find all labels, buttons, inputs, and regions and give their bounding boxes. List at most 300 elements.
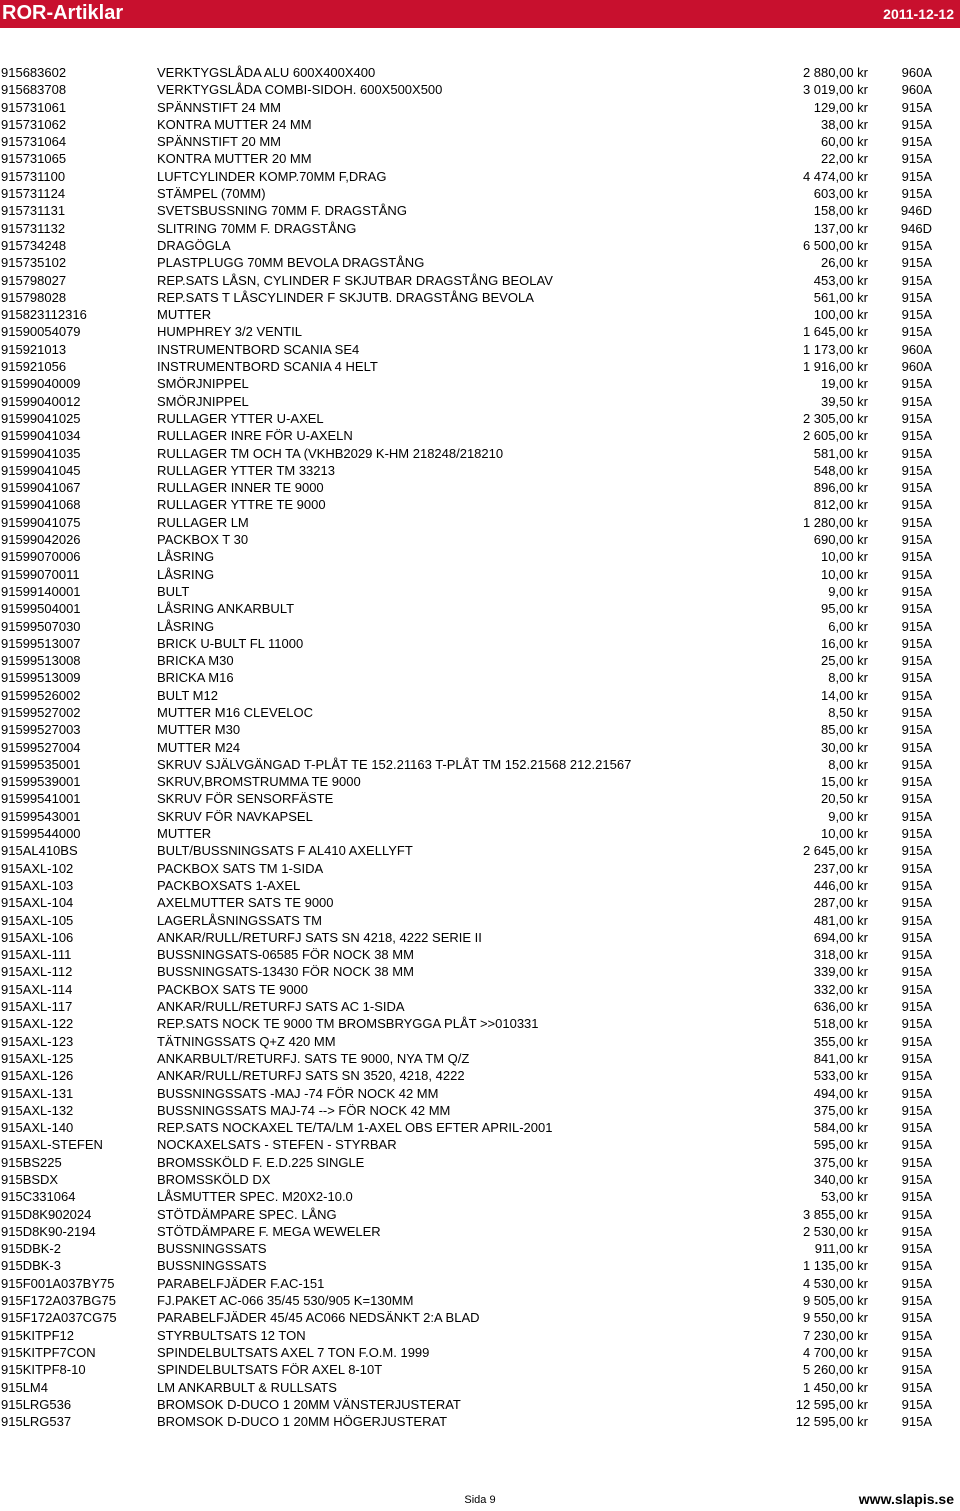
- article-description: SLITRING 70MM F. DRAGSTÅNG: [157, 220, 357, 236]
- article-group: 915A: [901, 670, 932, 686]
- article-code: 915BS225: [1, 1154, 62, 1170]
- article-group: 915A: [901, 1120, 932, 1136]
- article-group: 915A: [901, 445, 932, 461]
- article-group: 960A: [901, 65, 932, 80]
- article-code: 91599507030: [1, 618, 81, 634]
- article-description: SPINDELBULTSATS FÖR AXEL 8-10T: [157, 1362, 383, 1378]
- table-row: [0, 652, 960, 669]
- article-group: 915A: [901, 376, 932, 392]
- article-code: 91599040012: [1, 393, 81, 409]
- article-description: PACKBOXSATS 1-AXEL: [157, 877, 301, 893]
- article-price: 22,00 kr: [821, 151, 868, 167]
- article-description: SKRUV FÖR NAVKAPSEL: [157, 808, 313, 824]
- article-price: 494,00 kr: [813, 1085, 868, 1101]
- article-code: 915D8K90-2194: [1, 1223, 96, 1239]
- table-row: [0, 289, 960, 306]
- article-description: REP.SATS NOCKAXEL TE/TA/LM 1-AXEL OBS EFTER APRIL-2001: [157, 1120, 553, 1136]
- article-description: HUMPHREY 3/2 VENTIL: [157, 324, 302, 340]
- article-description: BRICKA M30: [157, 653, 234, 669]
- table-row: [0, 1292, 960, 1309]
- table-row: [0, 600, 960, 617]
- table-row: [0, 1119, 960, 1136]
- article-code: 915823112316: [1, 307, 87, 323]
- table-row: [0, 1361, 960, 1378]
- article-price: 2 645,00 kr: [802, 843, 868, 859]
- article-price: 332,00 kr: [813, 981, 868, 997]
- article-description: RULLAGER INRE FÖR U-AXELN: [157, 428, 353, 444]
- article-code: 915D8K902024: [1, 1206, 92, 1222]
- article-group: 915A: [901, 1137, 932, 1153]
- article-code: 915731062: [1, 116, 67, 132]
- article-group: 915A: [901, 895, 932, 911]
- article-description: LÅSRING: [157, 549, 215, 565]
- article-group: 915A: [901, 237, 932, 253]
- article-code: 915F172A037CG75: [1, 1310, 117, 1326]
- table-row: [0, 1309, 960, 1326]
- article-price: 38,00 kr: [821, 116, 868, 132]
- article-group: 915A: [901, 1362, 932, 1378]
- article-code: 915798027: [1, 272, 67, 288]
- article-description: SKRUV SJÄLVGÄNGAD T-PLÅT TE 152.21163 T-PLÅT TM 152.21568 212.21567: [157, 756, 632, 772]
- article-code: 91599041067: [1, 480, 81, 496]
- table-row: [0, 963, 960, 980]
- article-group: 915A: [901, 808, 932, 824]
- article-price: 1 450,00 kr: [802, 1379, 868, 1395]
- article-group: 915A: [901, 722, 932, 738]
- article-group: 915A: [901, 1396, 932, 1412]
- article-code: 91599070011: [1, 566, 80, 582]
- article-group: 915A: [901, 756, 932, 772]
- page-number: Sida 9: [464, 1494, 496, 1506]
- article-group: 915A: [901, 151, 932, 167]
- article-group: 915A: [901, 1033, 932, 1049]
- article-group: 915A: [901, 1223, 932, 1239]
- article-code: 915AL410BS: [1, 843, 78, 859]
- article-price: 10,00 kr: [821, 566, 868, 582]
- article-code: 91599041075: [1, 514, 81, 530]
- article-price: 9,00 kr: [828, 583, 868, 599]
- article-group: 915A: [901, 1189, 932, 1205]
- table-row: [0, 912, 960, 929]
- article-code: 91599504001: [1, 601, 81, 617]
- table-row: [0, 946, 960, 963]
- article-group: 915A: [901, 1016, 932, 1032]
- article-group: 915A: [901, 826, 932, 842]
- article-price: 481,00 kr: [813, 912, 868, 928]
- article-description: PACKBOX T 30: [157, 532, 249, 548]
- table-row: [0, 721, 960, 738]
- table-row: [0, 358, 960, 375]
- article-group: 915A: [901, 255, 932, 271]
- table-row: [0, 393, 960, 410]
- table-row: [0, 842, 960, 859]
- table-row: [0, 116, 960, 133]
- article-group: 915A: [901, 1327, 932, 1343]
- article-group: 946D: [900, 203, 932, 219]
- article-code: 91599527004: [1, 739, 81, 755]
- table-row: [0, 669, 960, 686]
- article-group: 915A: [901, 1414, 932, 1430]
- table-row: [0, 427, 960, 444]
- article-price: 595,00 kr: [813, 1137, 868, 1153]
- article-price: 4 530,00 kr: [802, 1275, 868, 1291]
- table-row: [0, 1067, 960, 1084]
- table-row: [0, 548, 960, 565]
- article-price: 1 173,00 kr: [802, 341, 868, 357]
- article-code: 915921056: [1, 359, 67, 375]
- table-row: [0, 998, 960, 1015]
- article-code: 91599513009: [1, 670, 81, 686]
- article-description: PARABELFJÄDER 45/45 AC066 NEDSÄNKT 2:A BLAD: [157, 1310, 480, 1326]
- article-code: 91599042026: [1, 532, 81, 548]
- article-code: 915AXL-STEFEN: [1, 1137, 103, 1153]
- article-code: 915731061: [1, 99, 67, 115]
- article-price: 339,00 kr: [813, 964, 868, 980]
- article-code: 91599544000: [1, 826, 81, 842]
- article-description: BUSSNINGSSATS: [157, 1258, 267, 1274]
- article-group: 915A: [901, 428, 932, 444]
- article-code: 915AXL-106: [1, 929, 74, 945]
- article-price: 9,00 kr: [828, 808, 868, 824]
- article-group: 915A: [901, 307, 932, 323]
- table-row: [0, 185, 960, 202]
- article-description: LÅSRING ANKARBULT: [157, 601, 295, 617]
- article-description: BULT: [157, 583, 190, 599]
- article-group: 915A: [901, 583, 932, 599]
- article-description: BROMSSKÖLD DX: [157, 1172, 271, 1187]
- article-description: BUSSNINGSSATS -MAJ -74 FÖR NOCK 42 MM: [157, 1085, 439, 1101]
- article-group: 915A: [901, 186, 932, 202]
- article-description: RULLAGER TM OCH TA (VKHB2029 K-HM 218248/218210: [157, 445, 504, 461]
- article-code: 915DBK-3: [1, 1258, 61, 1274]
- article-price: 548,00 kr: [813, 462, 868, 478]
- article-description: FJ.PAKET AC-066 35/45 530/905 K=130MM: [157, 1293, 414, 1309]
- article-description: REP.SATS T LÅSCYLINDER F SKJUTB. DRAGSTÅNG BEVOLA: [157, 289, 534, 305]
- article-description: BUSSNINGSSATS MAJ-74 --> FÖR NOCK 42 MM: [157, 1102, 451, 1118]
- article-price: 287,00 kr: [813, 895, 868, 911]
- table-row: [0, 739, 960, 756]
- article-price: 375,00 kr: [813, 1154, 868, 1170]
- article-group: 915A: [901, 1206, 932, 1222]
- article-code: 91599513008: [1, 653, 81, 669]
- article-code: 91599513007: [1, 635, 81, 651]
- article-code: 915AXL-114: [1, 981, 73, 997]
- table-row: [0, 1275, 960, 1292]
- article-group: 915A: [901, 462, 932, 478]
- article-group: 915A: [901, 947, 932, 963]
- article-price: 10,00 kr: [821, 826, 868, 842]
- article-group: 915A: [901, 514, 932, 530]
- article-code: 915AXL-122: [1, 1016, 74, 1032]
- article-code: 91599527002: [1, 704, 81, 720]
- article-description: PACKBOX SATS TM 1-SIDA: [157, 860, 324, 876]
- article-description: MUTTER M30: [157, 722, 241, 738]
- table-row: [0, 81, 960, 98]
- article-description: LÅSMUTTER SPEC. M20X2-10.0: [157, 1189, 353, 1205]
- article-description: SKRUV,BROMSTRUMMA TE 9000: [157, 774, 361, 790]
- article-group: 915A: [901, 497, 932, 513]
- article-code: 915LRG536: [1, 1396, 72, 1412]
- article-code: 915AXL-104: [1, 895, 74, 911]
- article-description: MUTTER: [157, 307, 212, 323]
- article-code: 915AXL-125: [1, 1050, 74, 1066]
- article-price: 6 500,00 kr: [802, 237, 868, 253]
- article-group: 915A: [901, 687, 932, 703]
- article-description: LÅSRING: [157, 566, 215, 582]
- article-table: [0, 64, 960, 1430]
- article-description: BUSSNINGSATS-06585 FÖR NOCK 38 MM: [157, 947, 414, 963]
- page-header: [0, 0, 960, 28]
- article-code: 91599070006: [1, 549, 81, 565]
- article-group: 915A: [901, 618, 932, 634]
- article-code: 915731124: [1, 186, 66, 202]
- article-description: BROMSOK D-DUCO 1 20MM HÖGERJUSTERAT: [157, 1414, 448, 1430]
- table-row: [0, 808, 960, 825]
- article-code: 915731065: [1, 151, 67, 167]
- article-code: 91599041034: [1, 428, 81, 444]
- article-group: 915A: [901, 1344, 932, 1360]
- table-row: [0, 1257, 960, 1274]
- article-code: 91599140001: [1, 583, 81, 599]
- table-row: [0, 445, 960, 462]
- table-row: [0, 341, 960, 358]
- article-description: LUFTCYLINDER KOMP.70MM F,DRAG: [157, 168, 387, 184]
- table-row: [0, 150, 960, 167]
- article-price: 26,00 kr: [821, 255, 868, 271]
- article-group: 915A: [901, 601, 932, 617]
- article-code: 915731131: [1, 203, 66, 219]
- article-description: SMÖRJNIPPEL: [157, 393, 249, 409]
- article-code: 915AXL-111: [1, 947, 72, 963]
- article-description: REP.SATS LÅSN, CYLINDER F SKJUTBAR DRAGSTÅNG BEOLAV: [157, 272, 553, 288]
- article-group: 915A: [901, 1258, 932, 1274]
- article-price: 15,00 kr: [821, 774, 868, 790]
- article-code: 915AXL-131: [1, 1085, 74, 1101]
- article-price: 896,00 kr: [813, 480, 868, 496]
- article-code: 91599526002: [1, 687, 81, 703]
- article-code: 91599041045: [1, 462, 81, 478]
- article-group: 915A: [901, 981, 932, 997]
- article-description: ANKAR/RULL/RETURFJ SATS SN 3520, 4218, 4222: [157, 1068, 465, 1084]
- article-group: 915A: [901, 1154, 932, 1170]
- article-price: 30,00 kr: [821, 739, 868, 755]
- table-row: [0, 1050, 960, 1067]
- article-code: 915734248: [1, 237, 67, 253]
- article-group: 915A: [901, 912, 932, 928]
- table-row: [0, 64, 960, 81]
- table-row: [0, 99, 960, 116]
- article-group: 915A: [901, 843, 932, 859]
- article-description: KONTRA MUTTER 20 MM: [157, 151, 312, 167]
- article-description: BRICKA M16: [157, 670, 234, 686]
- article-group: 915A: [901, 877, 932, 893]
- article-price: 20,50 kr: [821, 791, 868, 807]
- article-price: 137,00 kr: [813, 220, 868, 236]
- article-price: 1 916,00 kr: [802, 359, 868, 375]
- article-group: 915A: [901, 1068, 932, 1084]
- table-row: [0, 1413, 960, 1430]
- article-description: PACKBOX SATS TE 9000: [157, 981, 309, 997]
- article-group: 915A: [901, 704, 932, 720]
- article-group: 915A: [901, 999, 932, 1015]
- table-row: [0, 635, 960, 652]
- table-row: [0, 272, 960, 289]
- article-group: 915A: [901, 1241, 932, 1257]
- article-group: 915A: [901, 532, 932, 548]
- article-group: 915A: [901, 289, 932, 305]
- article-price: 318,00 kr: [813, 947, 868, 963]
- article-group: 960A: [901, 359, 932, 375]
- table-row: [0, 531, 960, 548]
- article-description: MUTTER: [157, 826, 212, 842]
- table-row: [0, 306, 960, 323]
- article-price: 8,00 kr: [828, 670, 868, 686]
- article-group: 915A: [901, 1293, 932, 1309]
- article-code: 915KITPF8-10: [1, 1362, 86, 1378]
- article-description: STÖTDÄMPARE SPEC. LÅNG: [157, 1206, 337, 1222]
- article-group: 915A: [901, 1102, 932, 1118]
- table-row: [0, 237, 960, 254]
- table-row: [0, 981, 960, 998]
- article-description: VERKTYGSLÅDA COMBI-SIDOH. 600X500X500: [157, 82, 443, 98]
- article-price: 85,00 kr: [821, 722, 868, 738]
- article-group: 915A: [901, 168, 932, 184]
- article-price: 584,00 kr: [813, 1120, 868, 1136]
- article-price: 4 700,00 kr: [802, 1344, 868, 1360]
- article-price: 694,00 kr: [813, 929, 868, 945]
- article-price: 2 305,00 kr: [802, 410, 868, 426]
- article-price: 2 530,00 kr: [802, 1223, 868, 1239]
- article-group: 915A: [901, 1275, 932, 1291]
- table-row: [0, 1188, 960, 1205]
- article-price: 603,00 kr: [813, 186, 868, 202]
- article-code: 91599041035: [1, 445, 81, 461]
- table-row: [0, 1154, 960, 1171]
- article-code: 91599041068: [1, 497, 81, 513]
- article-group: 915A: [901, 134, 932, 150]
- table-row: [0, 410, 960, 427]
- article-group: 915A: [901, 272, 932, 288]
- article-code: 915683602: [1, 65, 67, 80]
- article-description: RULLAGER YTTER U-AXEL: [157, 410, 324, 426]
- article-description: BULT M12: [157, 687, 218, 703]
- article-code: 915F172A037BG75: [1, 1293, 116, 1309]
- table-row: [0, 756, 960, 773]
- article-group: 915A: [901, 1172, 932, 1187]
- table-row: [0, 1015, 960, 1032]
- article-description: SPÄNNSTIFT 24 MM: [157, 99, 282, 115]
- table-row: [0, 1102, 960, 1119]
- table-row: [0, 133, 960, 150]
- table-row: [0, 1171, 960, 1188]
- article-price: 7 230,00 kr: [802, 1327, 868, 1343]
- table-row: [0, 825, 960, 842]
- article-price: 2 880,00 kr: [802, 65, 868, 80]
- article-price: 561,00 kr: [813, 289, 868, 305]
- article-code: 91599541001: [1, 791, 81, 807]
- article-description: NOCKAXELSATS - STEFEN - STYRBAR: [157, 1137, 397, 1153]
- article-price: 1 135,00 kr: [802, 1258, 868, 1274]
- article-group: 915A: [901, 653, 932, 669]
- article-price: 2 605,00 kr: [802, 428, 868, 444]
- article-group: 915A: [901, 566, 932, 582]
- article-code: 91599539001: [1, 774, 81, 790]
- article-code: 915AXL-132: [1, 1102, 74, 1118]
- article-price: 9 505,00 kr: [802, 1293, 868, 1309]
- article-group: 915A: [901, 964, 932, 980]
- article-code: 91599527003: [1, 722, 81, 738]
- table-row: [0, 1327, 960, 1344]
- article-description: SVETSBUSSNING 70MM F. DRAGSTÅNG: [157, 203, 407, 219]
- article-description: MUTTER M24: [157, 739, 241, 755]
- table-row: [0, 894, 960, 911]
- table-row: [0, 514, 960, 531]
- table-row: [0, 1223, 960, 1240]
- article-group: 915A: [901, 1050, 932, 1066]
- table-row: [0, 375, 960, 392]
- table-row: [0, 618, 960, 635]
- article-price: 25,00 kr: [821, 653, 868, 669]
- article-price: 841,00 kr: [813, 1050, 868, 1066]
- article-group: 915A: [901, 929, 932, 945]
- article-group: 915A: [901, 393, 932, 409]
- table-row: [0, 929, 960, 946]
- table-row: [0, 583, 960, 600]
- table-row: [0, 790, 960, 807]
- table-row: [0, 566, 960, 583]
- article-code: 915AXL-117: [1, 999, 73, 1015]
- article-description: ANKARBULT/RETURFJ. SATS TE 9000, NYA TM Q/Z: [157, 1050, 470, 1066]
- table-row: [0, 479, 960, 496]
- article-group: 915A: [901, 739, 932, 755]
- article-group: 915A: [901, 1085, 932, 1101]
- article-price: 453,00 kr: [813, 272, 868, 288]
- article-price: 911,00 kr: [814, 1241, 868, 1257]
- article-group: 946D: [900, 220, 932, 236]
- article-description: DRAGÖGLA: [157, 237, 231, 253]
- table-row: [0, 1240, 960, 1257]
- table-row: [0, 860, 960, 877]
- article-description: PLASTPLUGG 70MM BEVOLA DRAGSTÅNG: [157, 255, 425, 271]
- table-row: [0, 704, 960, 721]
- article-description: SPÄNNSTIFT 20 MM: [157, 134, 282, 150]
- article-description: BROMSSKÖLD F. E.D.225 SINGLE: [157, 1154, 365, 1170]
- article-price: 9 550,00 kr: [802, 1310, 868, 1326]
- article-description: TÄTNINGSSATS Q+Z 420 MM: [157, 1033, 336, 1049]
- article-price: 533,00 kr: [813, 1068, 868, 1084]
- article-price: 60,00 kr: [821, 134, 868, 150]
- table-row: [0, 877, 960, 894]
- article-description: BROMSOK D-DUCO 1 20MM VÄNSTERJUSTERAT: [157, 1396, 461, 1412]
- table-row: [0, 1085, 960, 1102]
- article-code: 91590054079: [1, 324, 81, 340]
- article-price: 4 474,00 kr: [802, 168, 868, 184]
- article-group: 915A: [901, 480, 932, 496]
- article-price: 14,00 kr: [821, 687, 868, 703]
- article-price: 237,00 kr: [813, 860, 868, 876]
- article-price: 129,00 kr: [813, 99, 868, 115]
- article-code: 91599535001: [1, 756, 81, 772]
- article-group: 915A: [901, 791, 932, 807]
- article-price: 8,00 kr: [828, 756, 868, 772]
- article-code: 915683708: [1, 82, 67, 98]
- article-price: 812,00 kr: [813, 497, 868, 513]
- table-row: [0, 168, 960, 185]
- article-price: 375,00 kr: [813, 1102, 868, 1118]
- article-price: 1 645,00 kr: [802, 324, 868, 340]
- article-description: BULT/BUSSNINGSATS F AL410 AXELLYFT: [157, 843, 413, 859]
- article-price: 16,00 kr: [821, 635, 868, 651]
